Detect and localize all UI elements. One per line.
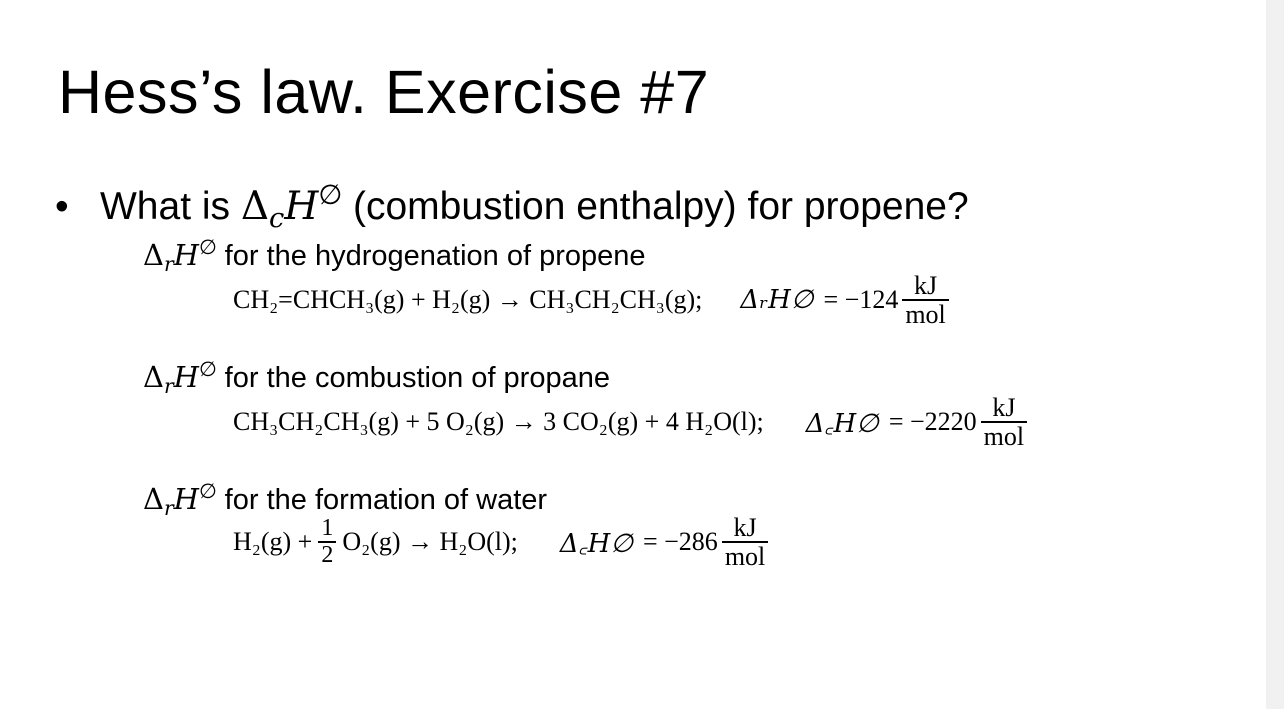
question-h: H — [284, 184, 319, 229]
section-1-h: H — [173, 238, 199, 273]
section-2-equation: CH₃CH₂CH₃(g) + 5 O₂(g) → 3 CO₂(g) + 4 H₂O(l); — [233, 407, 764, 437]
slide-title: Hess’s law. Exercise #7 — [58, 58, 710, 126]
question-sub-c: c — [269, 203, 285, 235]
section-2-unit-num: kJ — [992, 393, 1016, 422]
question-prefix: What is — [100, 185, 241, 228]
section-2-unit — [981, 394, 1027, 451]
section-2-h: H — [173, 360, 199, 395]
section-3-sub: r — [163, 496, 174, 521]
section-2-unit-den: mol — [981, 421, 1027, 450]
section-3-enthalpy-symbol: Δ꜀H∅ — [559, 529, 633, 560]
scrollbar-track[interactable] — [1266, 0, 1284, 709]
section-3-text: for the formation of water — [216, 484, 548, 517]
section-1-deg: ∅ — [198, 235, 217, 259]
section-1-enthalpy-value: = −124 — [823, 285, 899, 315]
section-3-delta: Δ — [143, 482, 164, 517]
section-2-enthalpy-value: = −2220 — [888, 407, 977, 437]
section-3-equation-row — [233, 514, 768, 571]
section-2-delta: Δ — [143, 360, 164, 395]
section-3-h: H — [173, 482, 199, 517]
section-3-equation-part1: H₂(g) + — [233, 527, 313, 557]
section-1-unit-num: kJ — [913, 271, 938, 300]
section-2-equation-row — [233, 394, 1027, 451]
section-3-enthalpy-value: = −286 — [642, 527, 718, 557]
section-1-equation-row — [233, 272, 949, 329]
section-3-deg: ∅ — [198, 479, 217, 503]
section-3-unit-den: mol — [722, 541, 768, 570]
bullet-icon: • — [55, 185, 69, 228]
section-3-equation-part2: O₂(g) → H₂O(l); — [342, 527, 518, 557]
question-delta: Δ — [240, 184, 270, 229]
section-2-enthalpy-symbol: Δ꜀H∅ — [805, 409, 879, 440]
section-1-sub: r — [163, 252, 174, 277]
section-3-frac-den: 2 — [318, 541, 336, 568]
section-2-text: for the combustion of propane — [216, 362, 610, 395]
section-1-unit — [902, 272, 948, 329]
question-suffix: (combustion enthalpy) for propene? — [342, 185, 969, 228]
section-1-text: for the hydrogenation of propene — [216, 240, 646, 273]
section-1-equation: CH₂=CHCH₃(g) + H₂(g) → CH₃CH₂CH₃(g); — [233, 285, 703, 315]
section-1-delta: Δ — [143, 238, 164, 273]
section-3-unit-num: kJ — [733, 513, 757, 542]
section-1-enthalpy-symbol: ΔᵣH∅ — [740, 285, 814, 316]
section-2-sub: r — [163, 374, 174, 399]
section-3-frac-num: 1 — [321, 515, 334, 542]
question-degree: ∅ — [318, 180, 343, 211]
section-1-unit-den: mol — [902, 299, 948, 328]
section-2-deg: ∅ — [198, 357, 217, 381]
section-3-unit — [722, 514, 768, 571]
section-3-half-fraction — [318, 516, 336, 568]
